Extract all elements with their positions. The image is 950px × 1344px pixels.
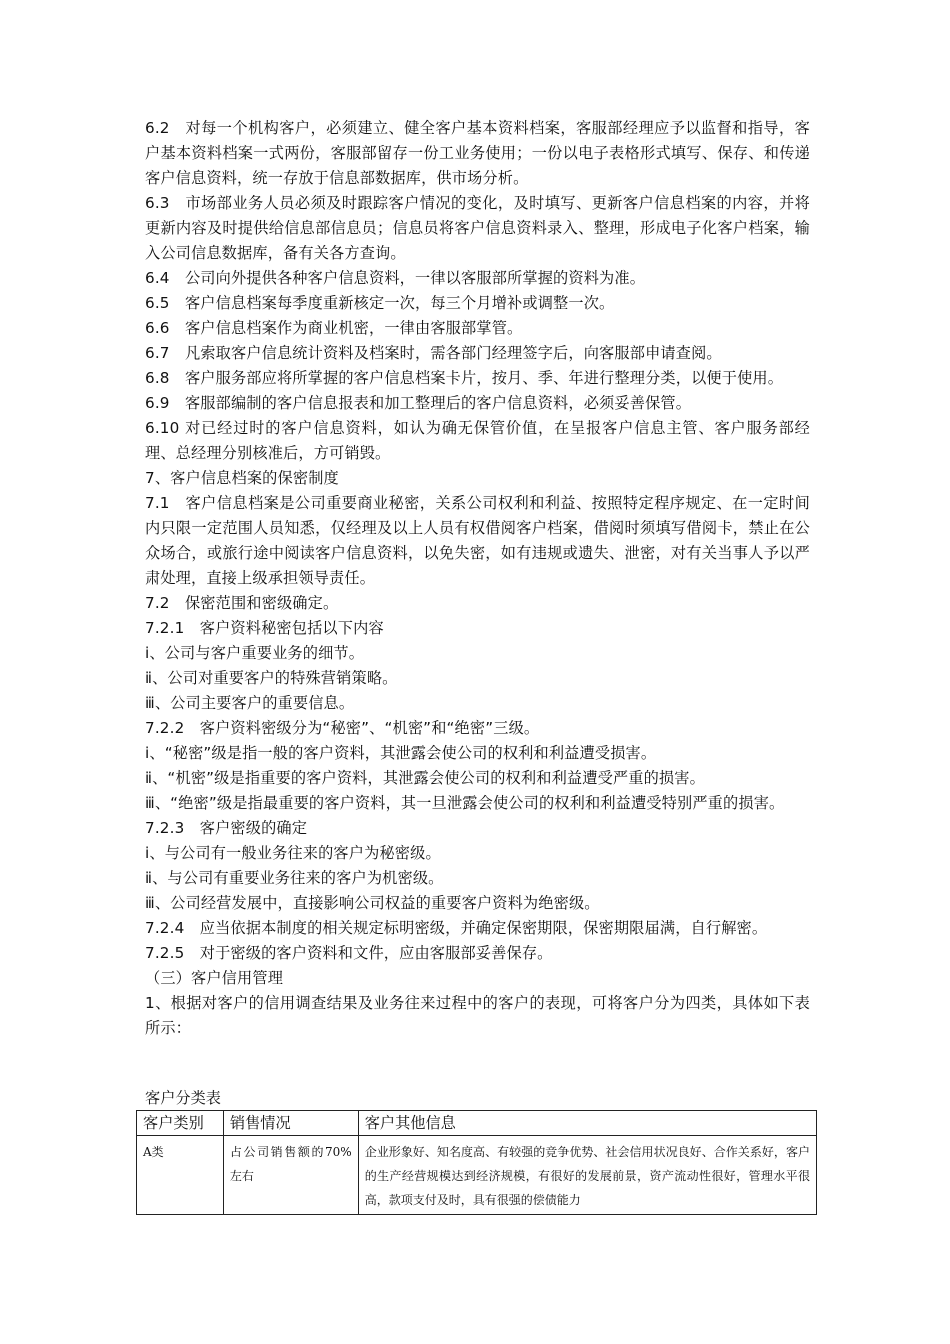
paragraph-6-2: 6.2 对每一个机构客户，必须建立、健全客户基本资料档案，客服部经理应予以监督和指导，客户基本资料档案一式两份，客服部留存一份工业务使用；一份以电子表格形式填写、保存、和传递客户信息资料，统一存放于信息部数据库，供市场分析。 bbox=[145, 119, 810, 187]
cell-other-info: 企业形象好、知名度高、有较强的竞争优势、社会信用状况良好、合作关系好，客户的生产经营规模达到经济规模，有很好的发展前景，资产流动性很好，管理水平很高，款项支付及时，具有很强的偿债能力 bbox=[358, 1136, 816, 1215]
paragraph-7-2-1: 7.2.1 客户资料秘密包括以下内容 bbox=[145, 619, 384, 637]
paragraph-7-2-4: 7.2.4 应当依据本制度的相关规定标明密级，并确定保密期限，保密期限届满，自行解密。 bbox=[145, 919, 768, 937]
paragraph-6-8: 6.8 客户服务部应将所掌握的客户信息档案卡片，按月、季、年进行整理分类，以便于使用。 bbox=[145, 369, 784, 387]
paragraph-7-1: 7.1 客户信息档案是公司重要商业秘密，关系公司权利和利益、按照特定程序规定、在一定时间内只限一定范围人员知悉，仅经理及以上人员有权借阅客户档案，借阅时须填写借阅卡，禁止在公众场合，或旅行途中阅读客户信息资料，以免失密，如有违规或遗失、泄密，对有关当事人予以严肃处理，直接上级承担领导责任。 bbox=[145, 494, 810, 587]
customer-classification-table bbox=[136, 1110, 817, 1215]
paragraph-7-2-5: 7.2.5 对于密级的客户资料和文件，应由客服部妥善保存。 bbox=[145, 944, 553, 962]
table-caption-wrap bbox=[145, 1086, 221, 1110]
paragraph-7-2: 7.2 保密范围和密级确定。 bbox=[145, 594, 339, 612]
paragraph-6-6: 6.6 客户信息档案作为商业机密，一律由客服部掌管。 bbox=[145, 319, 523, 337]
paragraph-6-5: 6.5 客户信息档案每季度重新核定一次，每三个月增补或调整一次。 bbox=[145, 294, 615, 312]
column-header-sales: 销售情况 bbox=[223, 1111, 358, 1136]
cell-sales: 占公司销售额的70%左右 bbox=[223, 1136, 358, 1215]
column-header-other-info: 客户其他信息 bbox=[358, 1111, 816, 1136]
section-heading-credit: （三）客户信用管理 bbox=[145, 969, 284, 987]
section-heading-7: 7、客户信息档案的保密制度 bbox=[145, 469, 339, 487]
list-item: ⅰ、公司与客户重要业务的细节。 bbox=[145, 644, 365, 662]
list-item: ⅲ、公司经营发展中，直接影响公司权益的重要客户资料为绝密级。 bbox=[145, 894, 600, 912]
paragraph-6-3: 6.3 市场部业务人员必须及时跟踪客户情况的变化，及时填写、更新客户信息档案的内容，并将更新内容及时提供给信息部信息员；信息员将客户信息资料录入、整理，形成电子化客户档案，输入公司信息数据库，备有关各方查询。 bbox=[145, 194, 810, 262]
column-header-category: 客户类别 bbox=[137, 1111, 224, 1136]
paragraph-6-7: 6.7 凡索取客户信息统计资料及档案时，需各部门经理签字后，向客服部申请查阅。 bbox=[145, 344, 722, 362]
table-caption: 客户分类表 bbox=[145, 1089, 221, 1107]
list-item: ⅲ、“绝密”级是指最重要的客户资料，其一旦泄露会使公司的权利和利益遭受特别严重的损害。 bbox=[145, 794, 785, 812]
list-item: ⅱ、与公司有重要业务往来的客户为机密级。 bbox=[145, 869, 444, 887]
table-header-row bbox=[137, 1111, 817, 1136]
list-item: ⅱ、公司对重要客户的特殊营销策略。 bbox=[145, 669, 398, 687]
paragraph-credit-1: 1、根据对客户的信用调查结果及业务往来过程中的客户的表现，可将客户分为四类，具体如下表所示： bbox=[145, 994, 810, 1037]
list-item: ⅰ、与公司有一般业务往来的客户为秘密级。 bbox=[145, 844, 441, 862]
paragraph-7-2-2: 7.2.2 客户资料密级分为“秘密”、“机密”和“绝密”三级。 bbox=[145, 719, 540, 737]
paragraph-6-4: 6.4 公司向外提供各种客户信息资料，一律以客服部所掌握的资料为准。 bbox=[145, 269, 646, 287]
paragraph-7-2-3: 7.2.3 客户密级的确定 bbox=[145, 819, 308, 837]
cell-category: A类 bbox=[137, 1136, 224, 1215]
list-item: ⅱ、“机密”级是指重要的客户资料，其泄露会使公司的权利和利益遭受严重的损害。 bbox=[145, 769, 705, 787]
paragraph-6-10: 6.10 对已经过时的客户信息资料，如认为确无保管价值，在呈报客户信息主管、客户服务部经理、总经理分别核准后，方可销毁。 bbox=[145, 419, 810, 462]
list-item: ⅲ、公司主要客户的重要信息。 bbox=[145, 694, 355, 712]
table-row bbox=[137, 1136, 817, 1215]
list-item: ⅰ、“秘密”级是指一般的客户资料，其泄露会使公司的权利和利益遭受损害。 bbox=[145, 744, 657, 762]
document-body bbox=[145, 116, 810, 1041]
paragraph-6-9: 6.9 客服部编制的客户信息报表和加工整理后的客户信息资料，必须妥善保管。 bbox=[145, 394, 692, 412]
